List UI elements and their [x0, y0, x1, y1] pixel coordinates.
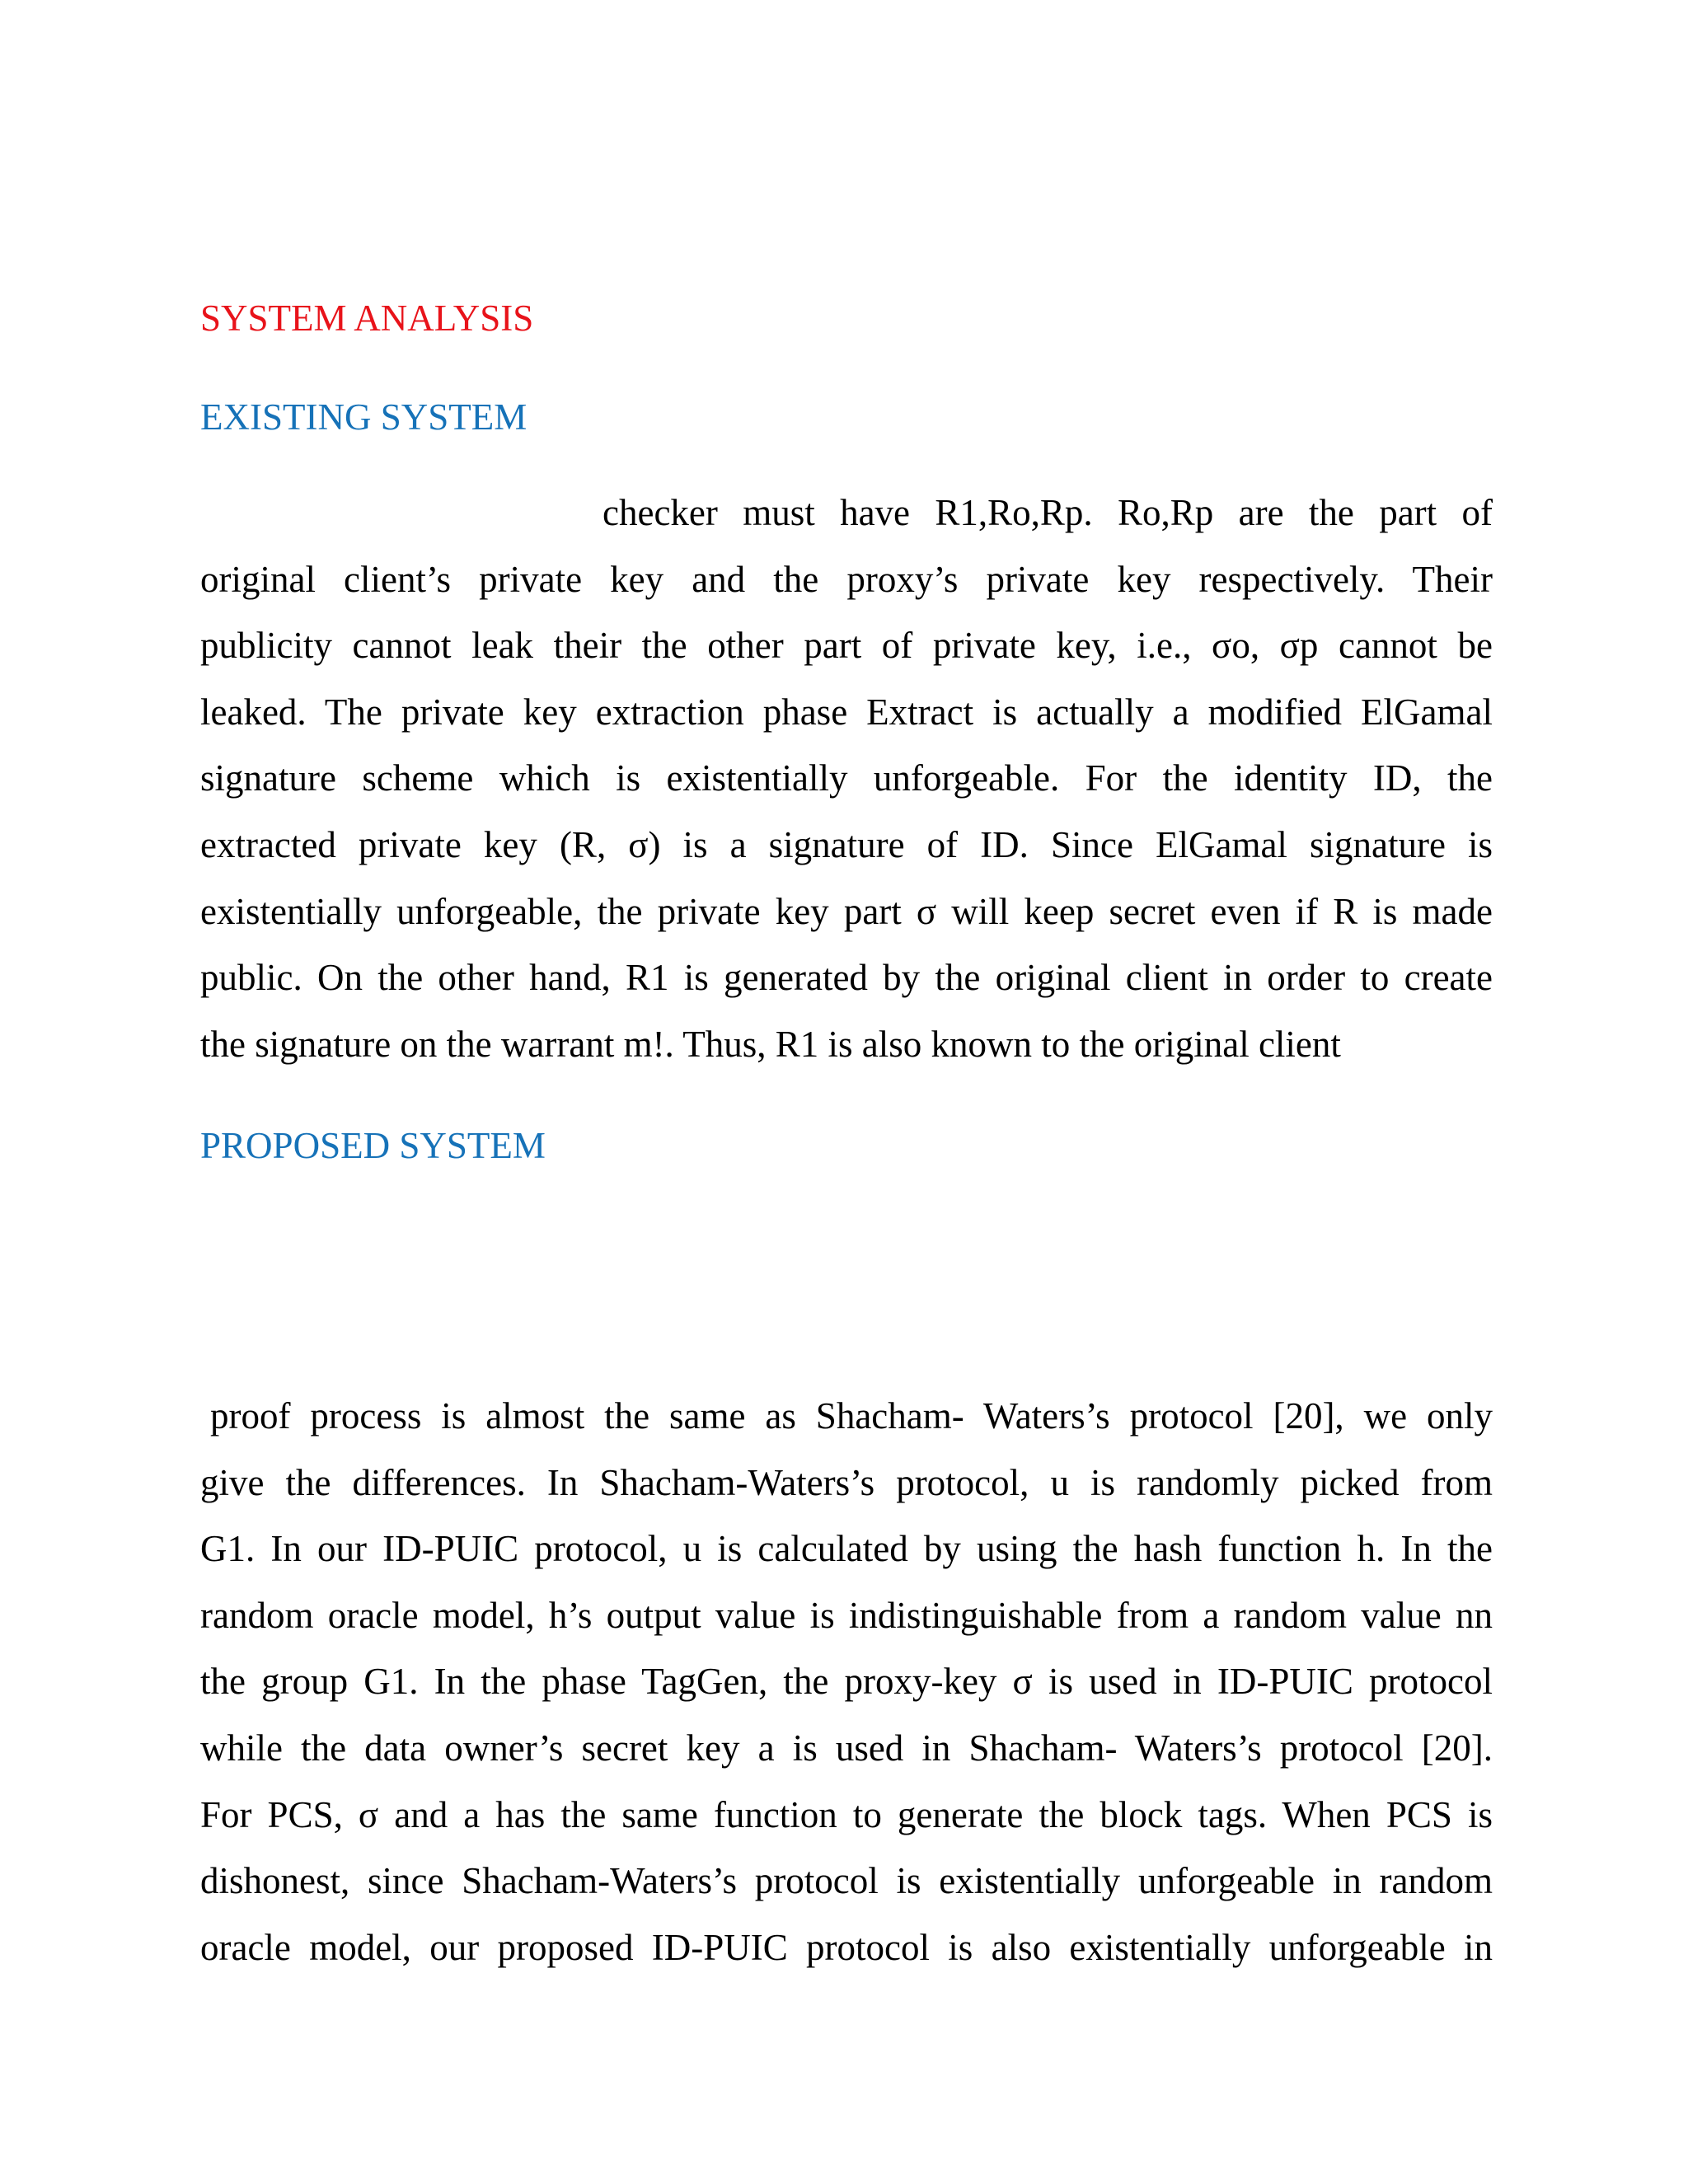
text-line: dishonest, since Shacham-Waters’s protocol is existentially unforgeable in random	[200, 1860, 1493, 1902]
proposed-system-paragraph	[200, 1383, 1493, 1980]
text-line: For PCS, σ and a has the same function to generate the block tags. When PCS is	[200, 1793, 1493, 1835]
text-line: while the data owner’s secret key a is used in Shacham- Waters’s protocol [20].	[200, 1727, 1493, 1769]
text-line: G1. In our ID-PUIC protocol, u is calculated by using the hash function h. In the	[200, 1528, 1493, 1570]
text-line: oracle model, our proposed ID-PUIC protocol is also existentially unforgeable in	[200, 1926, 1493, 1968]
existing-system-paragraph	[200, 480, 1493, 1077]
text-line: the group G1. In the phase TagGen, the proxy-key σ is used in ID-PUIC protocol	[200, 1661, 1493, 1703]
text-line: public. On the other hand, R1 is generated by the original client in order to create	[200, 957, 1493, 999]
text-line: publicity cannot leak their the other part of private key, i.e., σo, σp cannot be	[200, 625, 1493, 667]
subsection-heading-existing-system: EXISTING SYSTEM	[200, 396, 528, 438]
text-line: give the differences. In Shacham-Waters’s protocol, u is randomly picked from	[200, 1461, 1493, 1503]
text-line: extracted private key (R, σ) is a signature of ID. Since ElGamal signature is	[200, 823, 1493, 865]
text-line: leaked. The private key extraction phase Extract is actually a modified ElGamal	[200, 691, 1493, 733]
text-line: the signature on the warrant m!. Thus, R1 is also known to the original client	[200, 1023, 1341, 1065]
text-line: original client’s private key and the proxy’s private key respectively. Their	[200, 558, 1493, 600]
text-line: random oracle model, h’s output value is indistinguishable from a random value nn	[200, 1594, 1493, 1636]
text-line: signature scheme which is existentially unforgeable. For the identity ID, the	[200, 757, 1493, 799]
text-line: proof process is almost the same as Shacham- Waters’s protocol [20], we only	[210, 1395, 1493, 1436]
text-line: existentially unforgeable, the private key part σ will keep secret even if R is made	[200, 890, 1493, 932]
section-title-system-analysis: SYSTEM ANALYSIS	[200, 298, 534, 339]
text-line: checker must have R1,Ro,Rp. Ro,Rp are the part of	[603, 492, 1493, 533]
subsection-heading-proposed-system: PROPOSED SYSTEM	[200, 1125, 546, 1166]
